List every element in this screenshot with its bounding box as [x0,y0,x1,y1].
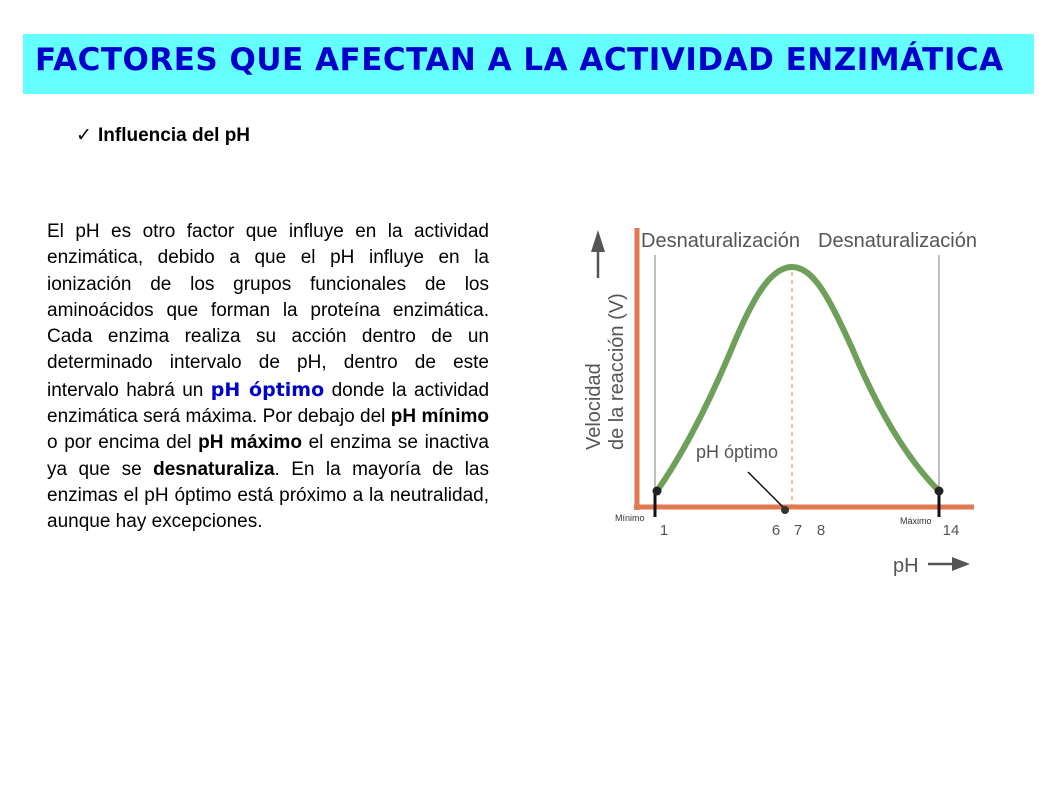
paragraph-text-5: . En la mayoría de las enzimas el pH óptimo está próximo a la neutralidad, aunque hay excepciones. [47,458,489,533]
tick-label-6: 6 [771,522,781,539]
max-label: Máximo [900,516,932,526]
y-axis-label-line2: de la reacción (V) [606,293,628,450]
ph-optimo-highlight: pH óptimo [210,378,325,401]
tick-label-7: 7 [793,522,803,539]
tick-label-1: 1 [659,522,669,539]
y-axis-arrow-icon [591,230,605,252]
region-right-label: Desnaturalización [818,230,977,252]
optimum-pointer-line [748,472,784,508]
min-label: Mínimo [615,513,645,523]
optimum-label: pH óptimo [696,442,779,462]
ph-activity-diagram [560,210,990,585]
ph-maximo-term: pH máximo [198,432,302,454]
page-title: FACTORES QUE AFECTAN A LA ACTIVIDAD ENZIMÁTICA [35,42,1004,78]
x-axis-label: pH [893,555,919,577]
explanation-paragraph [47,219,489,536]
y-axis-label [583,293,628,450]
checkmark-icon: ✓ [76,125,92,146]
desnaturaliza-term: desnaturaliza [153,458,275,480]
paragraph-text-4: el enzima se inactiva ya que se [47,432,489,480]
max-point-marker [935,487,944,496]
paragraph-text-2: donde la actividad enzimática será máxima. Por debajo del [47,379,490,428]
region-left-label: Desnaturalización [641,230,800,252]
y-axis-label-line1: Velocidad [583,363,605,450]
paragraph-text-3: o por encima del [47,432,199,454]
subtitle-label: Influencia del pH [98,125,251,146]
min-point-marker [653,487,662,496]
x-axis-arrow-icon [952,557,970,571]
tick-label-14: 14 [942,522,960,539]
tick-label-8: 8 [816,522,826,539]
paragraph-text-1: El pH es otro factor que influye en la actividad enzimática, debido a que el pH influye en la ionización de los grupos funcionales de los aminoácidos que forman la proteína enzimática. Cada enzima realiza su acción dentro de un determinado intervalo de pH, dentro de este intervalo habrá un [47,221,489,401]
section-subtitle [76,124,250,147]
title-bar [23,34,1034,94]
optimum-point-marker [781,506,789,514]
ph-minimo-term: pH mínimo [390,406,490,428]
